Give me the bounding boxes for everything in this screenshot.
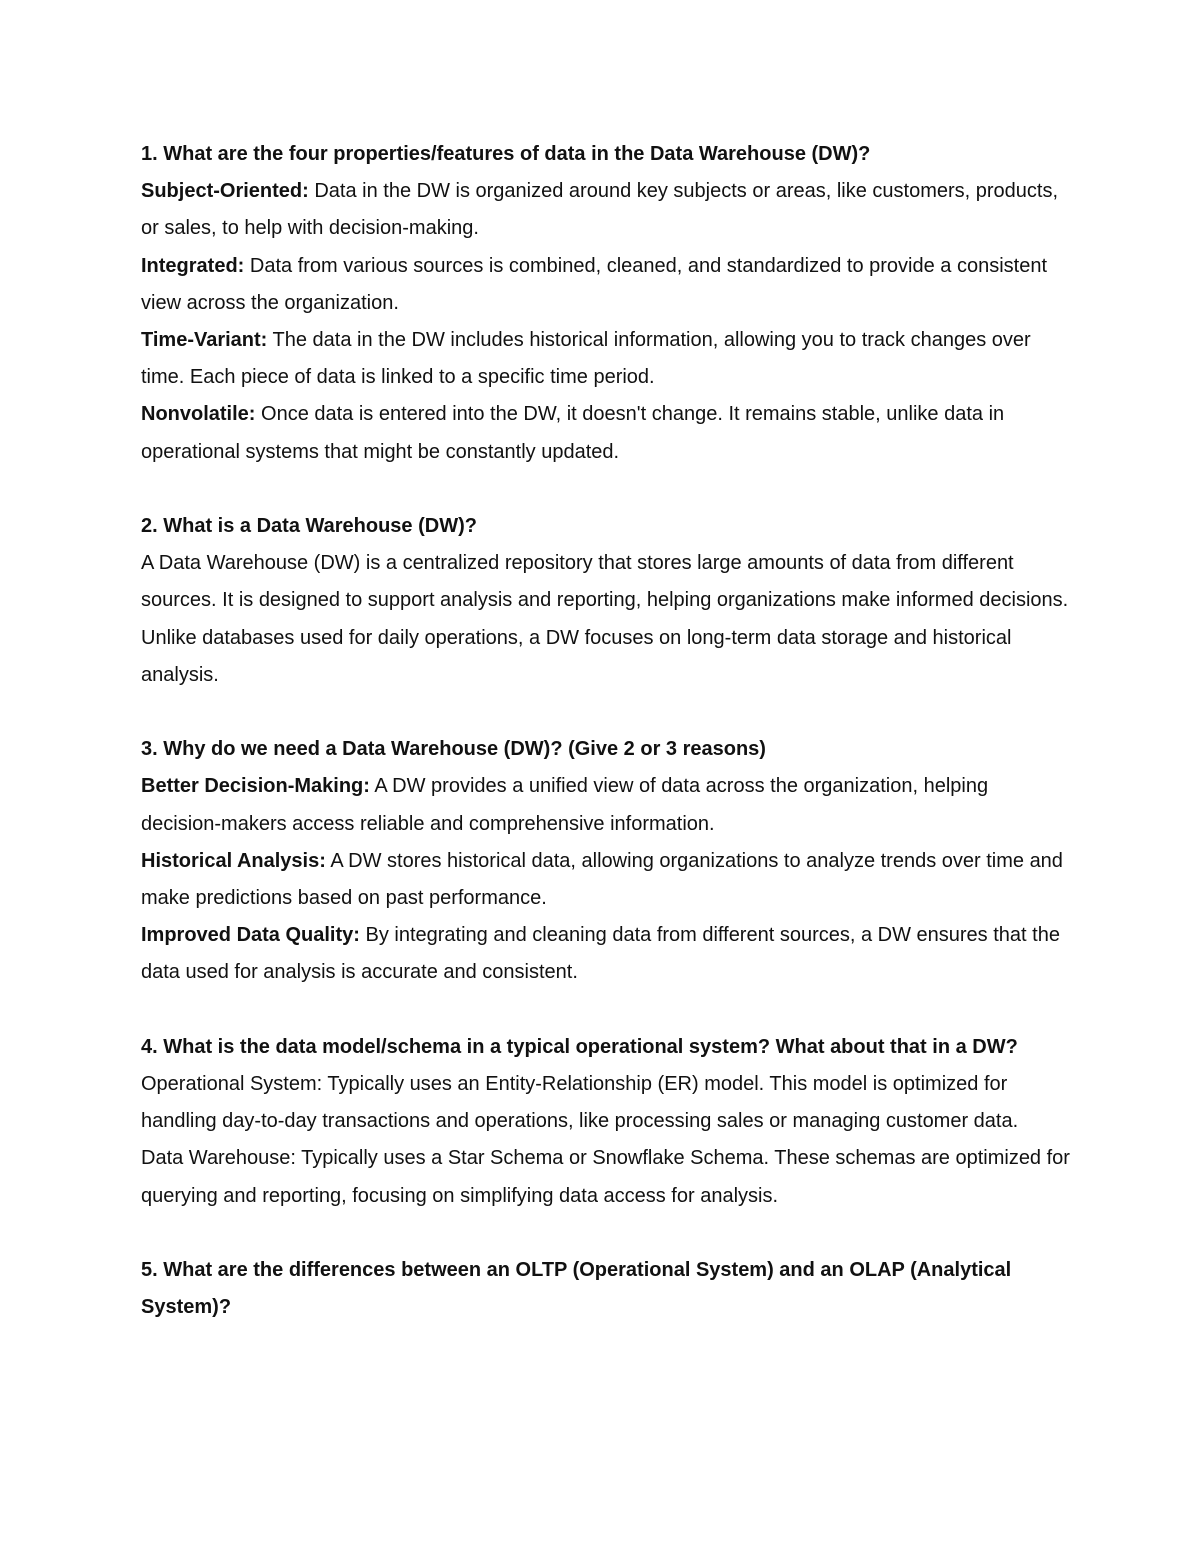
question-heading: 4. What is the data model/schema in a typical operational system? What about that in a DW? — [141, 1035, 1018, 1058]
term-label: Better Decision-Making: — [141, 775, 370, 798]
term-label: Nonvolatile: — [141, 403, 256, 426]
term-description: A DW provides a unified view of data across the organization, helping decision-makers access reliable and comprehensive information. — [141, 775, 989, 835]
section-q2 — [141, 508, 1071, 694]
term-description: Data in the DW is organized around key subjects or areas, like customers, products, or sales, to help with decision-making. — [141, 180, 1059, 240]
question-heading: 1. What are the four properties/features of data in the Data Warehouse (DW)? — [141, 143, 871, 165]
answer-paragraph — [141, 843, 1071, 917]
answer-paragraph — [141, 396, 1071, 470]
answer-paragraph: Data Warehouse: Typically uses a Star Schema or Snowflake Schema. These schemas are optimized for querying and reporting, focusing on simplifying data access for analysis. — [141, 1147, 1070, 1207]
answer-paragraph — [141, 322, 1071, 396]
question-heading: 2. What is a Data Warehouse (DW)? — [141, 515, 477, 538]
term-description: Once data is entered into the DW, it doesn't change. It remains stable, unlike data in operational systems that might be constantly updated. — [141, 403, 1005, 463]
question-heading: 3. Why do we need a Data Warehouse (DW)? (Give 2 or 3 reasons) — [141, 738, 766, 761]
question-heading: 5. What are the differences between an OLTP (Operational System) and an OLAP (Analytical System)? — [141, 1259, 1012, 1319]
term-description: Data from various sources is combined, cleaned, and standardized to provide a consistent view across the organization. — [141, 254, 1047, 314]
section-q5 — [141, 1252, 1071, 1326]
term-description: By integrating and cleaning data from different sources, a DW ensures that the data used for analysis is accurate and consistent. — [141, 924, 1060, 984]
answer-paragraph — [141, 768, 1071, 842]
term-label: Subject-Oriented: — [141, 180, 309, 203]
answer-paragraph — [141, 248, 1071, 322]
answer-paragraph — [141, 173, 1071, 247]
term-label: Improved Data Quality: — [141, 924, 360, 947]
term-label: Historical Analysis: — [141, 849, 326, 872]
answer-paragraph: A Data Warehouse (DW) is a centralized repository that stores large amounts of data from different sources. It is designed to support analysis and reporting, helping organizations make informed decisions. Unlike databases used for daily operations, a DW focuses on long-term data storage and historical analysis. — [141, 552, 1069, 686]
term-description: A DW stores historical data, allowing organizations to analyze trends over time and make predictions based on past performance. — [141, 849, 1063, 910]
answer-paragraph: Operational System: Typically uses an Entity-Relationship (ER) model. This model is optimized for handling day-to-day transactions and operations, like processing sales or managing customer data. — [141, 1073, 1019, 1133]
section-q3 — [141, 731, 1071, 991]
section-q4 — [141, 1029, 1071, 1215]
section-q1 — [141, 136, 1071, 471]
term-label: Time-Variant: — [141, 329, 268, 352]
answer-paragraph — [141, 917, 1071, 991]
term-label: Integrated: — [141, 254, 245, 277]
term-description: The data in the DW includes historical information, allowing you to track changes over time. Each piece of data is linked to a specific time period. — [141, 329, 1031, 389]
document-page — [141, 136, 1071, 1326]
